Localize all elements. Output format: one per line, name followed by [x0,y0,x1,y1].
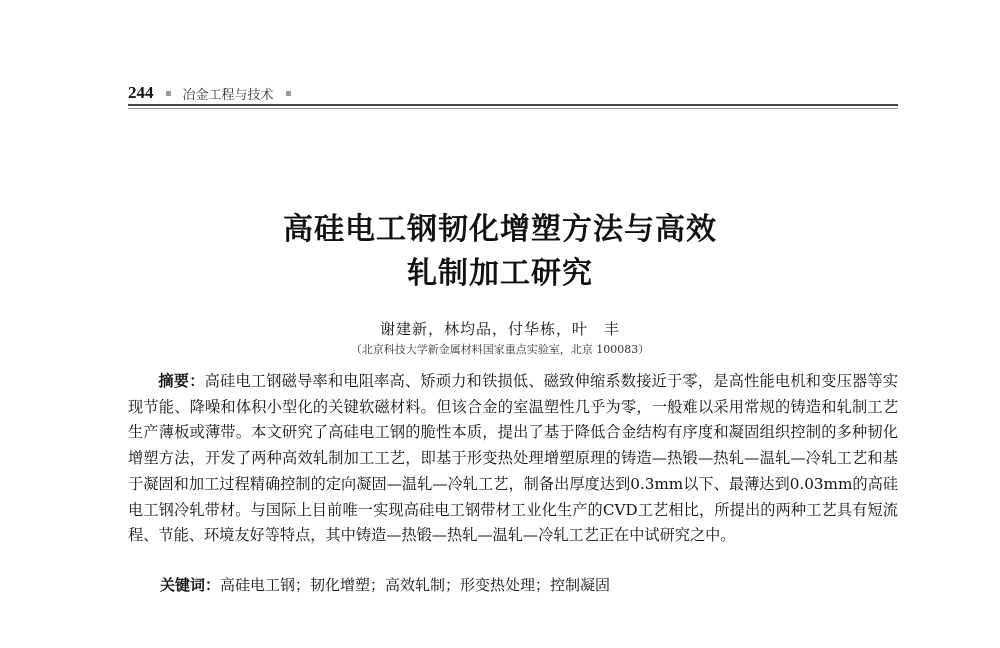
keywords-text: 高硅电工钢；韧化增塑；高效轧制；形变热处理；控制凝固 [220,576,611,594]
abstract [128,369,898,549]
page-number: 244 [128,83,154,102]
abstract-text: 高硅电工钢磁导率和电阻率高、矫顽力和铁损低、磁致伸缩系数接近于零，是高性能电机和变压器等实现节能、降噪和体积小型化的关键软磁材料。但该合金的室温塑性几乎为零，一般难以采用常规的铸造和轧制工艺生产薄板或薄带。本文研究了高硅电工钢的脆性本质，提出了基于降低合金结构有序度和凝固组织控制的多种韧化增塑方法，开发了两种高效轧制加工工艺，即基于形变热处理增塑原理的铸造—热锻—热轧—温轧—冷轧工艺和基于凝固和加工过程精确控制的定向凝固—温轧—冷轧工艺，制备出厚度达到0.3mm以下、最薄达到0.03mm的高硅电工钢冷轧带材。与国际上目前唯一实现高硅电工钢带材工业化生产的CVD工艺相比，所提出的两种工艺具有短流程、节能、环境友好等特点，其中铸造—热锻—热轧—温轧—冷轧工艺正在中试研究之中。 [128,372,899,545]
separator-square-icon [166,91,171,96]
journal-name: 冶金工程与技术 [182,87,274,103]
affiliation: （北京科技大学新金属材料国家重点实验室，北京 100083） [350,343,650,356]
separator-square-icon [286,91,291,96]
keywords-label: 关键词： [160,576,221,594]
header-rule [128,104,898,106]
article-title-line-2: 轧制加工研究 [407,256,593,291]
abstract-label: 摘要： [158,372,205,390]
header-rule-thin [128,108,898,109]
keywords [160,574,900,596]
article-title-line-1: 高硅电工钢韧化增塑方法与高效 [283,212,717,247]
running-head [128,82,291,104]
author-list: 谢建新，林均品，付华栋，叶 丰 [379,320,620,338]
